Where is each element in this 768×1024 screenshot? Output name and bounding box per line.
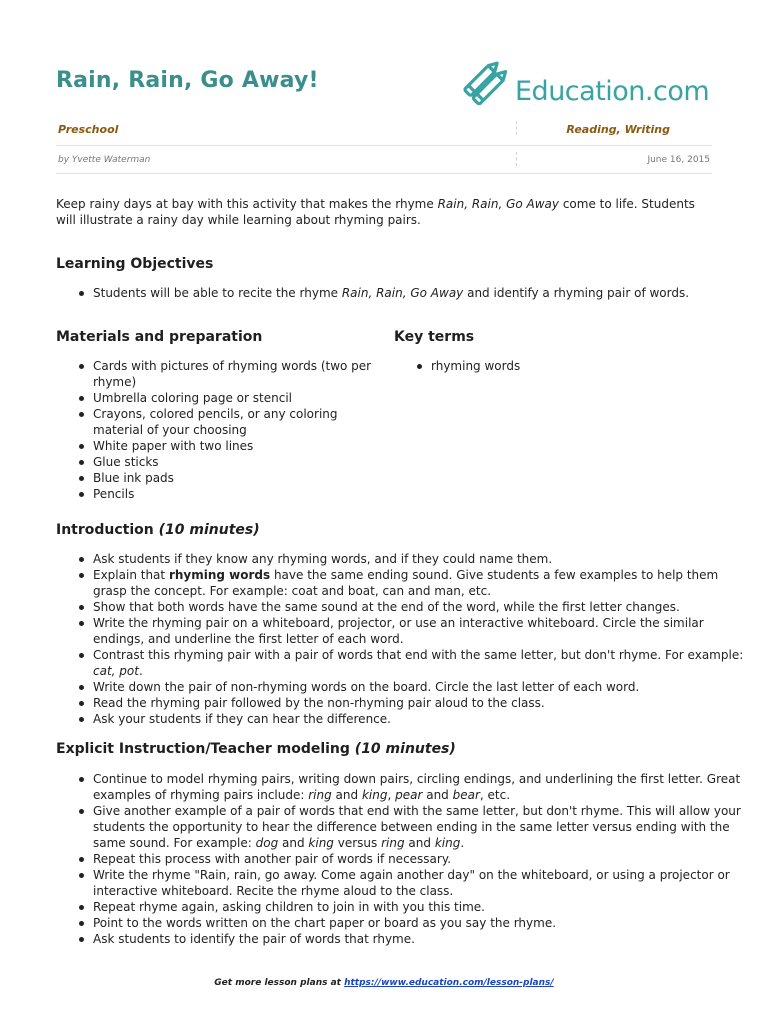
list-item: Give another example of a pair of words that end with the same letter, but don't rhyme. This will allow your students the opportunity to hear the difference between ending in the same letter versus ending with the same sound. For example: dog and king versus ring and king. [93, 803, 753, 851]
education-logo[interactable] [455, 55, 715, 115]
intro-paragraph: Keep rainy days at bay with this activity that makes the rhyme Rain, Rain, Go Away come to life. Students will illustrate a rainy day while learning about rhyming pairs. [56, 197, 695, 227]
logo-text: Education.com [515, 76, 710, 107]
introduction-heading: Introduction (10 minutes) [56, 522, 260, 538]
list-item: Write the rhyme "Rain, rain, go away. Come again another day" on the whiteboard, or using a projector or interactive whiteboard. Recite the rhyme aloud to the class. [93, 867, 753, 899]
learning-objectives-heading: Learning Objectives [56, 256, 214, 272]
list-item: Students will be able to recite the rhyme Rain, Rain, Go Away and identify a rhyming pair of words. [93, 285, 712, 301]
list-item: Write the rhyming pair on a whiteboard, projector, or use an interactive whiteboard. Circle the similar endings, and underline the first letter of each word. [93, 615, 753, 647]
key-terms-list [394, 358, 731, 374]
list-item: Write down the pair of non-rhyming words on the board. Circle the last letter of each word. [93, 679, 753, 695]
materials-list [56, 358, 375, 502]
list-item: Ask your students if they can hear the difference. [93, 711, 753, 727]
list-item: Continue to model rhyming pairs, writing down pairs, circling endings, and underlining the first letter. Great examples of rhyming pairs include: ring and king, pear and bear, etc. [93, 771, 753, 803]
list-item: Umbrella coloring page or stencil [93, 390, 375, 406]
subject: Reading, Writing [566, 123, 670, 136]
list-item: Read the rhyming pair followed by the non-rhyming pair aloud to the class. [93, 695, 753, 711]
page-title: Rain, Rain, Go Away! [56, 68, 319, 93]
meta-separator [516, 152, 517, 166]
key-terms-heading: Key terms [394, 329, 475, 345]
list-item: rhyming words [431, 358, 731, 374]
meta-separator [516, 121, 517, 135]
header-divider [56, 173, 712, 174]
list-item: Cards with pictures of rhyming words (two per rhyme) [93, 358, 375, 390]
list-item: Crayons, colored pencils, or any coloring material of your choosing [93, 406, 375, 438]
materials-heading: Materials and preparation [56, 329, 263, 345]
explicit-instruction-list [56, 771, 753, 947]
list-item: Glue sticks [93, 454, 375, 470]
footer [0, 978, 768, 988]
pencil-stack-icon [455, 55, 513, 113]
explicit-instruction-heading: Explicit Instruction/Teacher modeling (10 minutes) [56, 741, 456, 757]
list-item: Contrast this rhyming pair with a pair of words that end with the same letter, but don't rhyme. For example: cat, pot. [93, 647, 753, 679]
author: by Yvette Waterman [58, 155, 151, 165]
footer-text: Get more lesson plans at [214, 978, 345, 988]
list-item: White paper with two lines [93, 438, 375, 454]
list-item: Repeat rhyme again, asking children to join in with you this time. [93, 899, 753, 915]
learning-objectives-list [56, 285, 712, 301]
list-item: Repeat this process with another pair of words if necessary. [93, 851, 753, 867]
list-item: Pencils [93, 486, 375, 502]
grade-level: Preschool [58, 123, 119, 136]
list-item: Point to the words written on the chart paper or board as you say the rhyme. [93, 915, 753, 931]
list-item: Ask students if they know any rhyming words, and if they could name them. [93, 551, 753, 567]
header-divider [56, 145, 712, 146]
publish-date: June 16, 2015 [647, 155, 710, 165]
list-item: Show that both words have the same sound at the end of the word, while the first letter changes. [93, 599, 753, 615]
introduction-list [56, 551, 753, 727]
list-item: Ask students to identify the pair of words that rhyme. [93, 931, 753, 947]
lesson-plans-link[interactable]: https://www.education.com/lesson-plans/ [344, 978, 554, 988]
list-item: Blue ink pads [93, 470, 375, 486]
list-item: Explain that rhyming words have the same ending sound. Give students a few examples to help them grasp the concept. For example: coat and boat, can and man, etc. [93, 567, 753, 599]
